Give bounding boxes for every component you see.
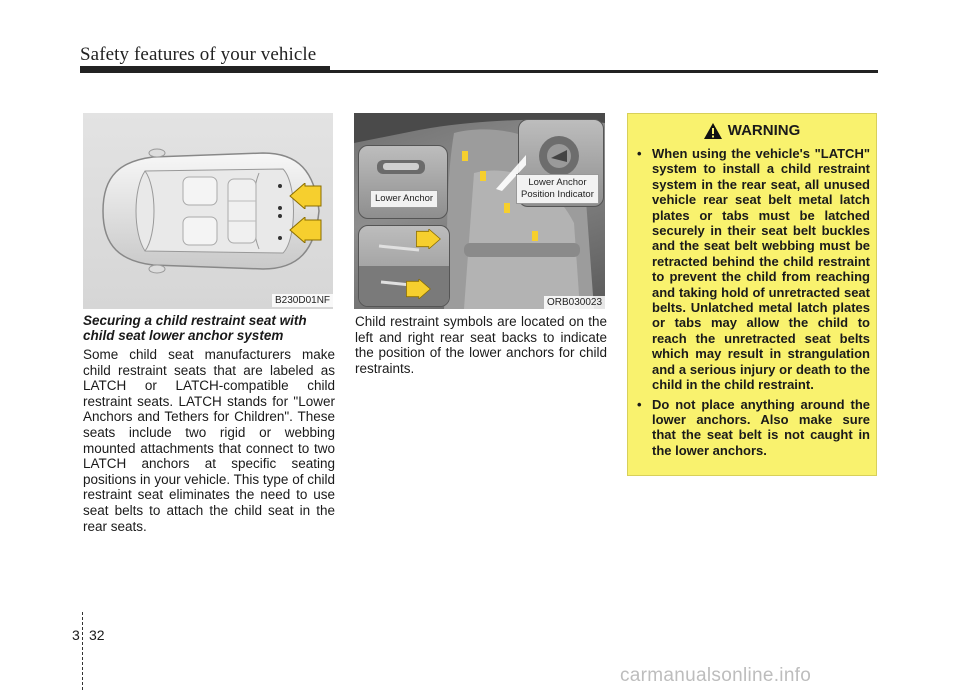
page-header-title: Safety features of your vehicle: [80, 44, 317, 65]
figure-code: B230D01NF: [272, 294, 333, 307]
footer-divider: [82, 612, 83, 690]
header-rule: [80, 70, 878, 73]
section-heading: [83, 313, 335, 343]
warning-list: [636, 146, 870, 462]
callout-position-indicator: [516, 174, 599, 204]
callout-lower-anchor: Lower Anchor: [370, 190, 438, 208]
section-body: Some child seat manufacturers make child restraint seats that are labeled as LATCH or LATCH-compatible child restraint seats. LATCH stands for "Lower Anchors and Tethers for Children". These seats include two rigid or webbing mounted attachments that connect to two LATCH anchors at specific seating positions in your vehicle. This type of child restraint seat eliminates the need to use seat belts to attach the child seat in the rear seats.: [83, 347, 335, 534]
arrow-icon: [404, 279, 432, 299]
warning-triangle-icon: [704, 123, 722, 139]
section-heading-line2: child seat lower anchor system: [83, 328, 284, 343]
figure-car-top-view: [83, 113, 333, 309]
footer-chapter-number: 3: [72, 627, 80, 643]
warning-item: • Do not place anything around the lower anchors. Also make sure that the seat belt is not caught in the lower anchors.: [636, 397, 870, 459]
warning-box: [627, 113, 877, 476]
arrow-icon: [289, 183, 323, 209]
figure-code: ORB030023: [544, 296, 605, 309]
callout-indicator-line1: Lower Anchor: [528, 177, 587, 188]
warning-header: [628, 122, 876, 139]
warning-title: WARNING: [727, 122, 801, 139]
warning-item: • When using the vehicle's "LATCH" system to install a child restraint system in the rear seat, all unused vehicle rear seat belt metal latch plates or tabs must be latched securely in their seat belt buckles and the seat belt webbing must be retracted behind the child restraint to prevent the child from reaching and taking hold of unretracted seat belts. Unlatched metal latch plates or tabs may allow the child to reach the unretracted seat belts which may result in strangulation and a serious injury or death to the child in the child restraint.: [636, 146, 870, 393]
watermark: carmanualsonline.info: [620, 665, 812, 686]
marker-icon: [462, 151, 468, 161]
marker-icon: [480, 171, 486, 181]
footer-page-number: 32: [89, 627, 105, 643]
section-heading-line1: Securing a child restraint seat with: [83, 313, 307, 328]
figure-lower-anchor-interior: [354, 113, 605, 309]
arrow-icon: [414, 229, 442, 249]
marker-icon: [504, 203, 510, 213]
marker-icon: [532, 231, 538, 241]
arrow-icon: [289, 217, 323, 243]
car-top-view-illustration: [83, 113, 333, 309]
callout-indicator-line2: Position Indicator: [521, 189, 594, 200]
symbols-paragraph: Child restraint symbols are located on the left and right rear seat backs to indicate the position of the lower anchors for child restraints.: [355, 314, 607, 376]
